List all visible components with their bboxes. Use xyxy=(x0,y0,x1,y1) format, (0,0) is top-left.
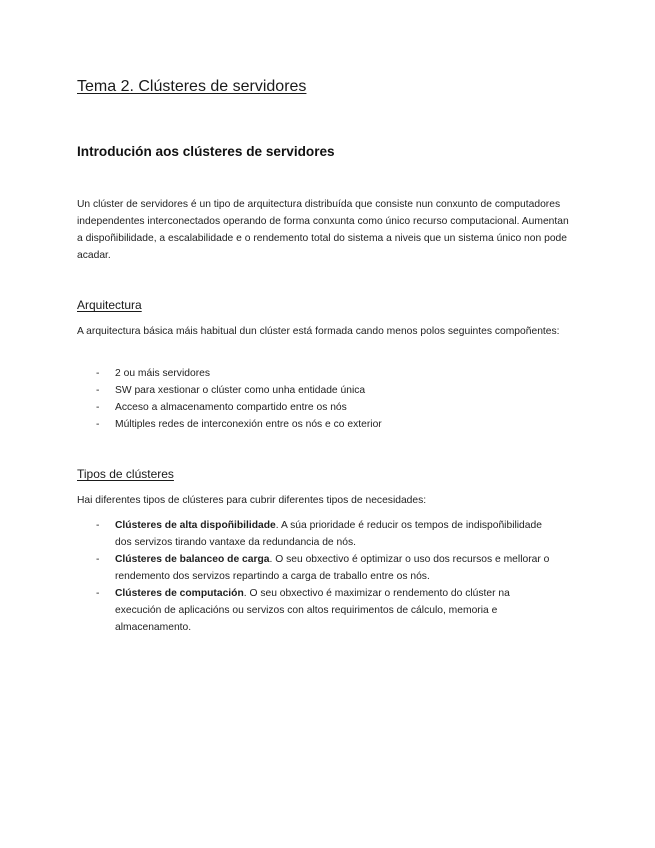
list-item xyxy=(77,365,557,382)
tipos-list xyxy=(77,517,557,636)
list-item-term: Clústeres de balanceo de carga xyxy=(115,554,270,565)
list-item xyxy=(77,517,557,551)
bullet-dash: - xyxy=(96,588,100,599)
list-item-text: 2 ou máis servidores xyxy=(115,368,210,379)
list-item-text: SW para xestionar o clúster como unha entidade única xyxy=(115,385,366,396)
section-heading: Introdución aos clústeres de servidores xyxy=(77,144,335,159)
arquitectura-heading: Arquitectura xyxy=(77,298,142,312)
bullet-dash: - xyxy=(96,520,100,531)
list-item-term: Clústeres de computación xyxy=(115,588,244,599)
bullet-dash: - xyxy=(96,419,100,430)
list-item xyxy=(77,551,557,585)
list-item xyxy=(77,416,557,433)
list-item xyxy=(77,382,557,399)
list-item-desc: . A súa prioridade é reducir os tempos de indispoñibilidade dos servizos tirando vantaxe da redundancia de nós. xyxy=(115,520,542,548)
bullet-dash: - xyxy=(96,368,100,379)
intro-paragraph: Un clúster de servidores é un tipo de arquitectura distribuída que consiste nun conxunto de computadores independentes interconectados operando de forma conxunta como único recurso computacional. Aumentan a dispoñibilidade, a escalabilidade e o rendemento total do sistema a niveis que un sistema único non pode acadar. xyxy=(77,199,569,261)
tipos-heading: Tipos de clústeres xyxy=(77,467,174,481)
list-item-text: Acceso a almacenamento compartido entre os nós xyxy=(115,402,347,413)
tipos-intro: Hai diferentes tipos de clústeres para cubrir diferentes tipos de necesidades: xyxy=(77,495,427,506)
bullet-dash: - xyxy=(96,385,100,396)
list-item-term: Clústeres de alta dispoñibilidade xyxy=(115,520,276,531)
list-item xyxy=(77,399,557,416)
document-title: Tema 2. Clústeres de servidores xyxy=(77,78,307,95)
arquitectura-intro: A arquitectura básica máis habitual dun clúster está formada cando menos polos seguintes compoñentes: xyxy=(77,326,560,337)
list-item-text: Múltiples redes de interconexión entre os nós e co exterior xyxy=(115,419,382,430)
bullet-dash: - xyxy=(96,402,100,413)
list-item-desc: . O seu obxectivo é maximizar o rendemento do clúster na execución de aplicacións ou servizos con altos requirimentos de cálculo, memoria e almacenamento. xyxy=(115,588,510,633)
list-item-desc: . O seu obxectivo é optimizar o uso dos recursos e mellorar o rendemento dos servizos repartindo a carga de traballo entre os nós. xyxy=(115,554,550,582)
list-item xyxy=(77,585,557,636)
bullet-dash: - xyxy=(96,554,100,565)
arquitectura-list xyxy=(77,365,557,433)
